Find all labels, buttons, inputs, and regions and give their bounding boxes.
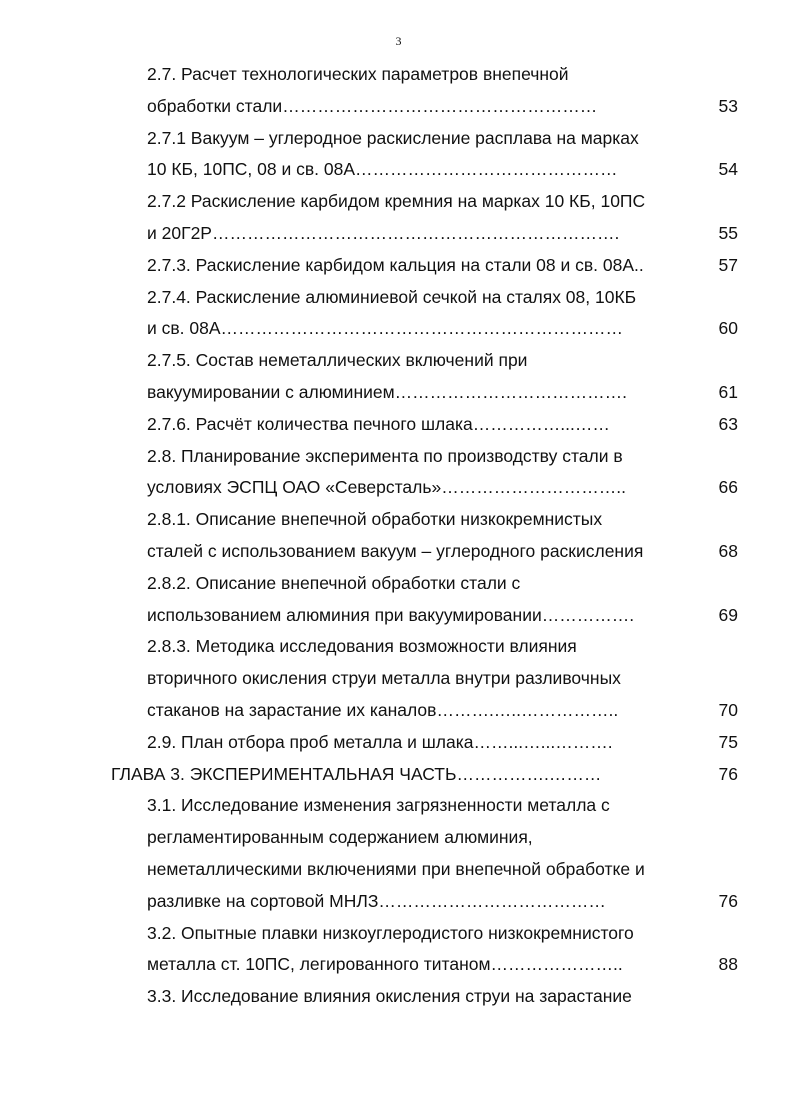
- toc-entry-title-line: сталей с использованием вакуум – углеродного раскисления: [147, 540, 644, 561]
- toc-entry-title-line: использованием алюминия при вакуумировании…………….: [147, 604, 635, 625]
- toc-entry: [0, 409, 797, 441]
- toc-entry: [0, 250, 797, 282]
- toc-entry-page-number: 76: [718, 890, 738, 911]
- table-of-contents: [0, 59, 797, 1013]
- page-number: 3: [395, 34, 402, 48]
- toc-entry-title-line: неметаллическими включениями при внепечной обработке и: [147, 858, 645, 879]
- toc-entry-page-number: 63: [718, 413, 738, 434]
- toc-entry-title-line: 2.9. План отбора проб металла и шлака……...…...……….: [147, 731, 613, 752]
- toc-entry: [0, 282, 797, 346]
- toc-entry-page-number: 70: [718, 699, 738, 720]
- toc-entry-title-line: 2.8. Планирование эксперимента по производству стали в: [147, 445, 623, 466]
- toc-entry-page-number: 75: [718, 731, 738, 752]
- toc-entry-title-line: 2.7.3. Раскисление карбидом кальция на стали 08 и св. 08А..: [147, 254, 644, 275]
- toc-entry-page-number: 69: [718, 604, 738, 625]
- toc-entry: [0, 123, 797, 187]
- toc-entry-page-number: 61: [718, 381, 738, 402]
- toc-entry-title-line: 2.7. Расчет технологических параметров внепечной: [147, 64, 569, 84]
- toc-entry-title-line: ГЛАВА 3. ЭКСПЕРИМЕНТАЛЬНАЯ ЧАСТЬ…………….………: [111, 763, 602, 784]
- toc-entry-title-line: вакуумировании с алюминием………………………………….: [147, 381, 628, 402]
- toc-entry-title-line: обработки стали………………………………………………: [147, 95, 598, 116]
- toc-entry: [0, 59, 797, 123]
- toc-entry: [0, 441, 797, 505]
- toc-entry-page-number: 88: [718, 954, 738, 975]
- toc-entry: [0, 186, 797, 250]
- toc-entry-title-line: металла ст. 10ПС, легированного титаном…………………..: [147, 954, 623, 975]
- toc-entry-title-line: 2.7.5. Состав неметаллических включений при: [147, 350, 528, 371]
- toc-entry-page-number: 76: [718, 763, 738, 784]
- toc-entry: [0, 790, 797, 917]
- toc-entry-title-line: 2.7.6. Расчёт количества печного шлака……………...……: [147, 413, 610, 434]
- toc-entry: [0, 631, 797, 726]
- toc-entry-page-number: 57: [718, 254, 738, 275]
- toc-entry-page-number: 53: [718, 95, 738, 116]
- toc-entry-title-line: 2.7.4. Раскисление алюминиевой сечкой на сталях 08, 10КБ: [147, 286, 637, 307]
- toc-entry: [0, 981, 797, 1013]
- toc-entry-title-line: и 20Г2Р…………………………………………………………….: [147, 222, 620, 243]
- toc-entry: [0, 727, 797, 759]
- toc-entry-page-number: 60: [718, 318, 738, 339]
- toc-entry-title-line: 3.3. Исследование влияния окисления струи на зарастание: [147, 986, 632, 1007]
- toc-entry-title-line: 2.7.2 Раскисление карбидом кремния на марках 10 КБ, 10ПС: [147, 191, 646, 212]
- toc-entry-title-line: и св. 08А……………………………………………………………: [147, 318, 624, 339]
- toc-entry-title-line: 3.2. Опытные плавки низкоуглеродистого низкокремнистого: [147, 922, 634, 943]
- toc-entry: [0, 918, 797, 982]
- toc-entry-page-number: 55: [718, 222, 738, 243]
- toc-entry-page-number: 66: [718, 477, 738, 498]
- toc-entry-page-number: 54: [718, 159, 738, 180]
- toc-entry-title-line: условиях ЭСПЦ ОАО «Северсталь»…………………………..: [147, 477, 626, 498]
- toc-entry-title-line: разливке на сортовой МНЛЗ…………………………………: [147, 890, 606, 911]
- toc-entry: [0, 504, 797, 568]
- toc-entry-title-line: 2.8.3. Методика исследования возможности влияния: [147, 636, 577, 657]
- toc-entry-title-line: вторичного окисления струи металла внутри разливочных: [147, 668, 621, 689]
- toc-entry: [0, 568, 797, 632]
- toc-entry-title-line: 2.8.2. Описание внепечной обработки стали с: [147, 572, 521, 593]
- toc-entry-title-line: регламентированным содержанием алюминия,: [147, 827, 533, 848]
- toc-entry-title-line: 3.1. Исследование изменения загрязненности металла с: [147, 795, 610, 816]
- toc-chapter-entry: [0, 759, 797, 791]
- toc-entry-title-line: 2.7.1 Вакуум – углеродное раскисление расплава на марках: [147, 127, 639, 148]
- toc-entry-title-line: 2.8.1. Описание внепечной обработки низкокремнистых: [147, 509, 603, 530]
- toc-entry-title-line: 10 КБ, 10ПС, 08 и св. 08А………………………………………: [147, 159, 618, 180]
- toc-entry: [0, 345, 797, 409]
- toc-entry-title-line: стаканов на зарастание их каналов……….…..……………..: [147, 699, 619, 720]
- toc-entry-page-number: 68: [718, 540, 738, 561]
